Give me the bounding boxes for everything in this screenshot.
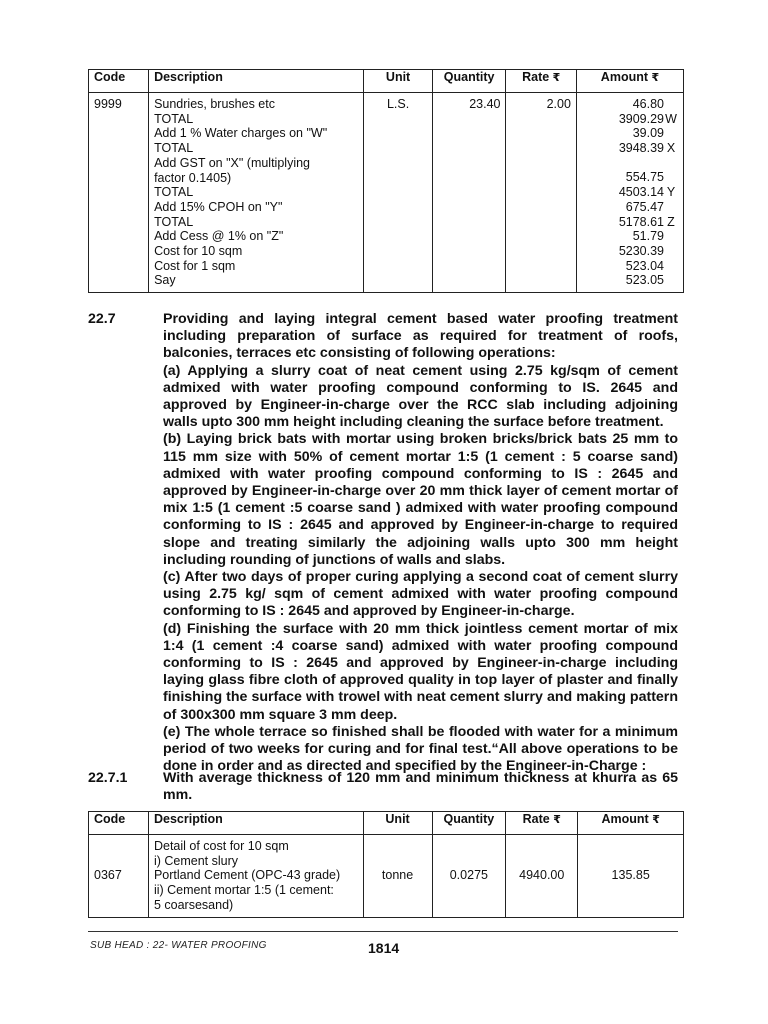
amount-label: Y xyxy=(666,185,676,200)
cell-rate: 2.00 xyxy=(506,93,576,293)
page-number: 1814 xyxy=(368,940,400,956)
header-quantity: Quantity xyxy=(432,70,506,93)
amount-line xyxy=(582,97,678,112)
cell-unit: L.S. xyxy=(364,93,432,293)
amount-value: 675.47 xyxy=(625,199,664,214)
description-line: Cost for 1 sqm xyxy=(154,258,236,273)
header-unit: Unit xyxy=(364,70,432,93)
amount-label: X xyxy=(666,141,676,156)
table-row xyxy=(89,835,684,918)
header-description: Description xyxy=(148,812,363,835)
description-line: Cost for 10 sqm xyxy=(154,244,243,259)
amount-value: 523.05 xyxy=(625,273,664,288)
table-header-row xyxy=(89,70,684,93)
amount-lines xyxy=(582,97,678,288)
amount-value: 3948.39 xyxy=(618,141,664,156)
cell-quantity: 23.40 xyxy=(432,93,506,293)
description-line: Add GST on "X" (multiplying xyxy=(154,155,310,170)
amount-value: 5230.39 xyxy=(618,243,664,258)
amount-line xyxy=(582,200,678,215)
description-line: TOTAL xyxy=(154,214,194,229)
header-amount: Amount ₹ xyxy=(578,812,684,835)
amount-value: 5178.61 xyxy=(618,214,664,229)
description-line: TOTAL xyxy=(154,141,194,156)
rupee-icon: ₹ xyxy=(553,814,561,826)
description-line: factor 0.1405) xyxy=(154,170,232,185)
cell-code: 9999 xyxy=(89,93,149,293)
description-line: TOTAL xyxy=(154,185,194,200)
description-line: TOTAL xyxy=(154,111,194,126)
cell-amount: 135.85 xyxy=(578,835,684,918)
footer-divider xyxy=(88,931,678,932)
cell-amount xyxy=(576,93,683,293)
amount-value: 4503.14 xyxy=(618,185,664,200)
spec-b: (b) Laying brick bats with mortar using broken bricks/brick bats 25 mm to 115 mm size with 50% of cement mortar 1:5 (1 cement : 5 coarse sand) admixed with water proofing compound conforming to IS : 2645 and approved by Engineer-in-charge over 20 mm thick layer of cement mortar of mix 1:5 (1 cement :5 coarse sand ) admixed with water proofing compound conforming to IS : 2645 and approved by Engineer-in-charge to required slope and treating similarly the adjoining walls upto 300 mm height including rounding of junctions of walls and slabs. xyxy=(163,431,678,568)
amount-value: 39.09 xyxy=(632,126,664,141)
footer-subhead: SUB HEAD : 22- WATER PROOFING xyxy=(90,940,267,951)
item-22-7-1-text xyxy=(163,770,678,804)
description-line: ii) Cement mortar 1:5 (1 cement: xyxy=(153,883,334,898)
description-line: 5 coarsesand) xyxy=(153,897,234,912)
cell-quantity: 0.0275 xyxy=(432,835,506,918)
amount-line xyxy=(582,141,678,156)
amount-value: 523.04 xyxy=(625,258,664,273)
description-line: i) Cement slury xyxy=(153,853,239,868)
description-lines xyxy=(154,839,358,913)
table-header-row xyxy=(89,812,684,835)
amount-line xyxy=(582,156,678,171)
spec-c: (c) After two days of proper curing applying a second coat of cement slurry using 2.75 kg/ sqm of cement admixed with water proofing compound conforming to IS : 2645 and approved by Engineer-in-charge. xyxy=(163,569,678,620)
amount-line xyxy=(582,112,678,127)
amount-line xyxy=(582,185,678,200)
rate-analysis-table-1 xyxy=(88,69,684,293)
description-line: Add Cess @ 1% on "Z" xyxy=(154,229,284,244)
item-22-7-specification xyxy=(163,311,678,775)
amount-line xyxy=(582,273,678,288)
spec-a: (a) Applying a slurry coat of neat cement using 2.75 kg/sqm of cement admixed with water proofing compound conforming to IS. 2645 and approved by Engineer-in-charge over the RCC slab including adjoining walls upto 300 mm height including cleaning the surface before treatment. xyxy=(163,362,678,431)
amount-line xyxy=(582,215,678,230)
cell-unit: tonne xyxy=(363,835,432,918)
amount-label: W xyxy=(665,111,677,126)
amount-line xyxy=(582,229,678,244)
amount-value: 51.79 xyxy=(632,229,664,244)
item-number-22-7: 22.7 xyxy=(88,311,116,327)
amount-value: 46.80 xyxy=(632,97,664,111)
header-amount: Amount ₹ xyxy=(576,70,683,93)
cell-description xyxy=(148,835,363,918)
description-line: Sundries, brushes etc xyxy=(154,97,275,111)
amount-line xyxy=(582,126,678,141)
description-line: Add 15% CPOH on "Y" xyxy=(154,199,283,214)
rupee-icon: ₹ xyxy=(651,72,660,84)
header-quantity: Quantity xyxy=(432,812,506,835)
header-code: Code xyxy=(89,70,149,93)
spec-intro: Providing and laying integral cement based water proofing treatment including preparation of surface as required for treatment of roofs, balconies, terraces etc consisting of following operations: xyxy=(163,311,678,362)
rupee-icon: ₹ xyxy=(652,814,660,826)
amount-line xyxy=(582,244,678,259)
spec-d: (d) Finishing the surface with 20 mm thick jointless cement mortar of mix 1:4 (1 cement :4 coarse sand) admixed with water proofing compound conforming to IS : 2645 and approved by Engineer-in-charge including laying glass fibre cloth of approved quality in top layer of plaster and finally finishing the surface with trowel with neat cement slurry and making pattern of 300x300 mm square 3 mm deep. xyxy=(163,620,678,723)
amount-value: 554.75 xyxy=(625,170,664,185)
header-code: Code xyxy=(89,812,149,835)
header-rate: Rate ₹ xyxy=(506,70,576,93)
description-line: Portland Cement (OPC-43 grade) xyxy=(153,868,341,883)
cell-code: 0367 xyxy=(89,835,149,918)
rupee-icon: ₹ xyxy=(552,72,561,84)
cell-description xyxy=(149,93,364,293)
spec-e: (e) The whole terrace so finished shall be flooded with water for a minimum period of two weeks for curing and for final test.“All above operations to be done in order and as directed and specified by the Engineer-in-Charge : xyxy=(163,723,678,775)
header-description: Description xyxy=(149,70,364,93)
cell-rate: 4940.00 xyxy=(506,835,578,918)
amount-value: 3909.29 xyxy=(618,111,664,126)
amount-line xyxy=(582,259,678,274)
header-rate: Rate ₹ xyxy=(506,812,578,835)
description-line: Say xyxy=(154,273,176,288)
description-line: Detail of cost for 10 sqm xyxy=(153,839,289,853)
item-22-7-1-paragraph: With average thickness of 120 mm and minimum thickness at khurra as 65 mm. xyxy=(163,770,678,804)
table-row xyxy=(89,93,684,293)
description-lines xyxy=(154,97,358,288)
description-line: Add 1 % Water charges on "W" xyxy=(154,126,328,141)
rate-analysis-table-2 xyxy=(88,811,684,918)
item-number-22-7-1: 22.7.1 xyxy=(88,770,128,786)
amount-line xyxy=(582,170,678,185)
header-unit: Unit xyxy=(363,812,432,835)
amount-label: Z xyxy=(667,214,675,229)
